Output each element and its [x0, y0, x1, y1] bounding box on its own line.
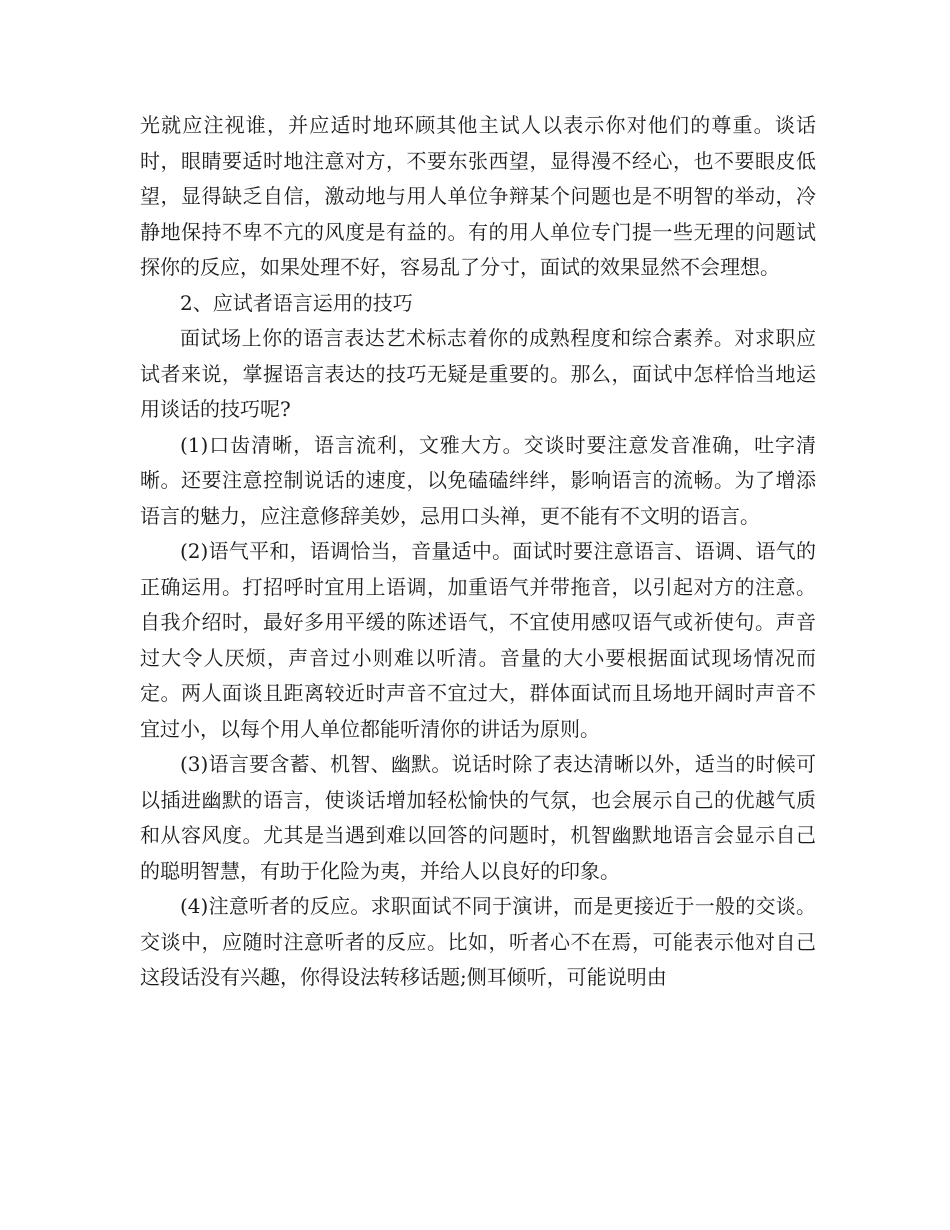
paragraph-point-4: (4)注意听者的反应。求职面试不同于演讲，而是更接近于一般的交谈。交谈中，应随时注意听者的反应。比如，听者心不在焉，可能表示他对自己这段话没有兴趣，你得设法转移话题;侧耳倾听，可能说明由: [140, 894, 816, 989]
section-heading: 2、应试者语言运用的技巧: [180, 290, 413, 315]
paragraph-intro: 面试场上你的语言表达艺术标志着你的成熟程度和综合素养。对求职应试者来说，掌握语言表达的技巧无疑是重要的。那么，面试中怎样恰当地运用谈话的技巧呢?: [140, 326, 816, 421]
paragraph-point-2: (2)语气平和，语调恰当，音量适中。面试时要注意语言、语调、语气的正确运用。打招呼时宜用上语调，加重语气并带拖音，以引起对方的注意。自我介绍时，最好多用平缓的陈述语气，不宜使用感叹语气或祈使句。声音过大令人厌烦，声音过小则难以听清。音量的大小要根据面试现场情况而定。两人面谈且距离较近时声音不宜过大，群体面试而且场地开阔时声音不宜过小，以每个用人单位都能听清你的讲话为原则。: [140, 539, 816, 741]
paragraph-continuation: 光就应注视谁，并应适时地环顾其他主试人以表示你对他们的尊重。谈话时，眼睛要适时地注意对方，不要东张西望，显得漫不经心，也不要眼皮低望，显得缺乏自信，激动地与用人单位争辩某个问题也是不明智的举动，冷静地保持不卑不亢的风度是有益的。有的用人单位专门提一些无理的问题试探你的反应，如果处理不好，容易乱了分寸，面试的效果显然不会理想。: [140, 113, 816, 279]
document-page: [140, 108, 816, 996]
paragraph-point-1: (1)口齿清晰，语言流利，文雅大方。交谈时要注意发音准确，吐字清晰。还要注意控制说话的速度，以免磕磕绊绊，影响语言的流畅。为了增添语言的魅力，应注意修辞美妙，忌用口头禅，更不能有不文明的语言。: [140, 432, 816, 528]
paragraph-point-3: (3)语言要含蓄、机智、幽默。说话时除了表达清晰以外，适当的时候可以插进幽默的语言，使谈话增加轻松愉快的气氛，也会展示自己的优越气质和从容风度。尤其是当遇到难以回答的问题时，机智幽默地语言会显示自己的聪明智慧，有助于化险为夷，并给人以良好的印象。: [140, 752, 816, 883]
